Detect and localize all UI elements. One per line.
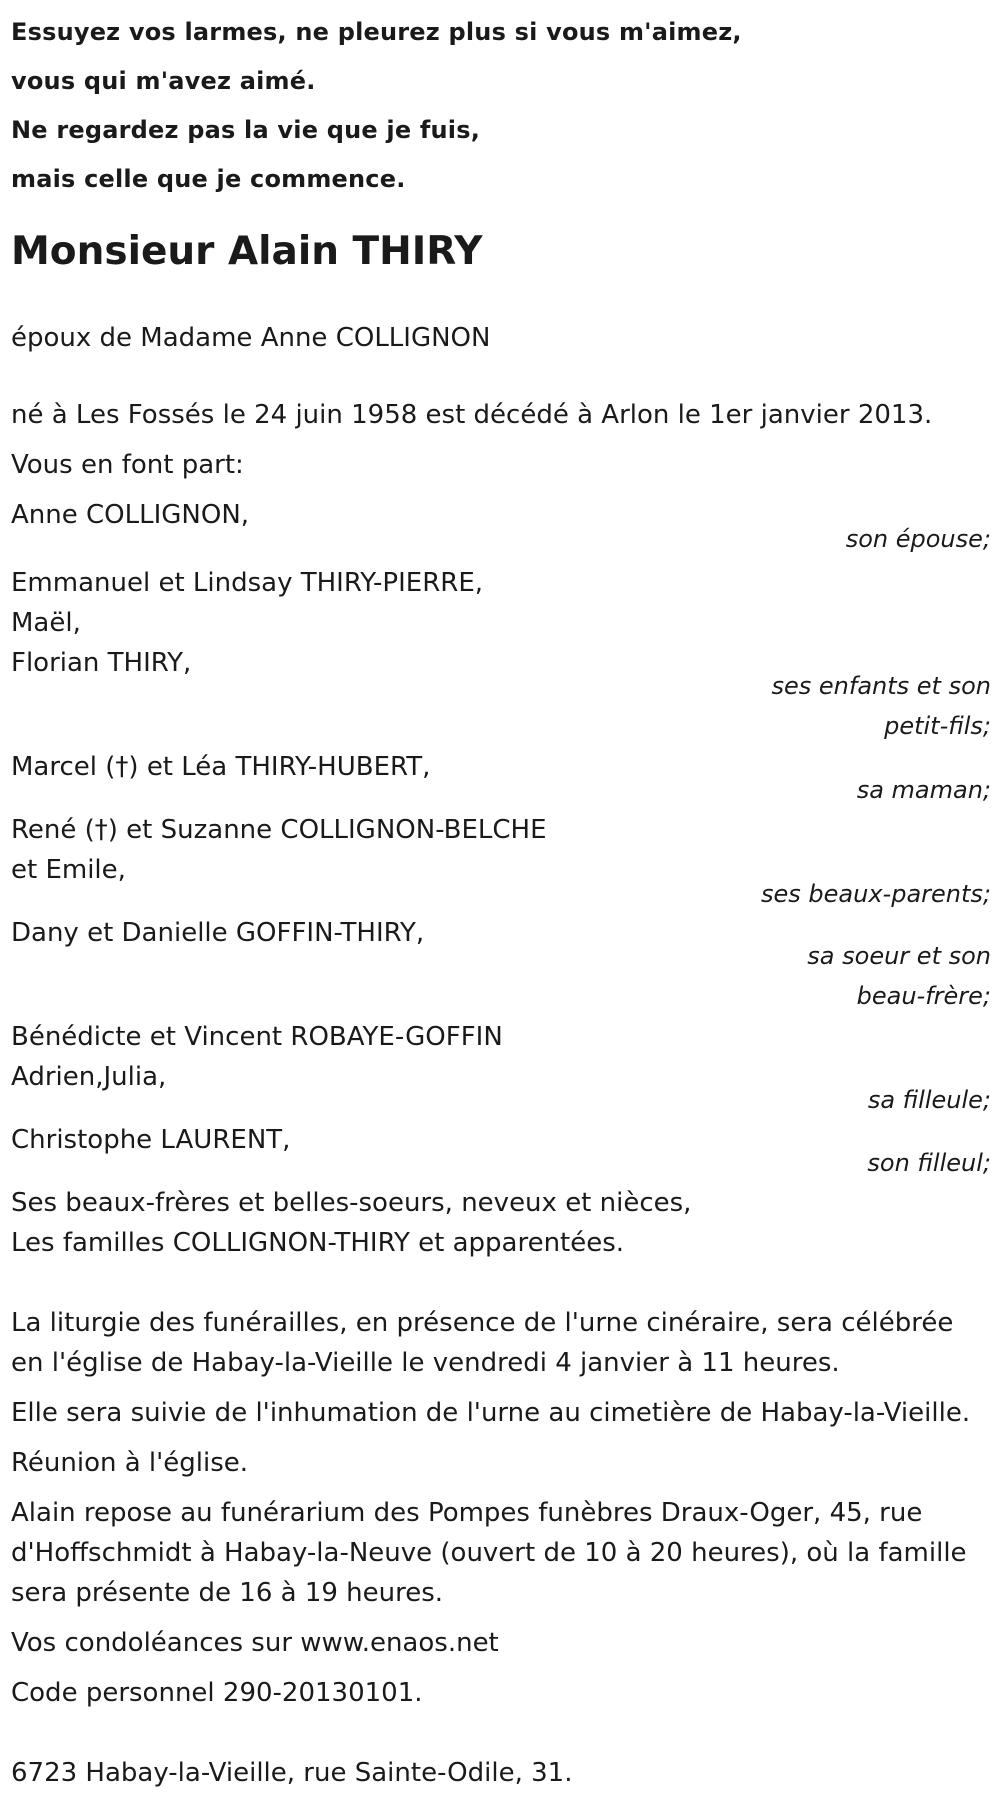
family-relation: ses beaux-parents; <box>761 880 991 908</box>
address-line: 6723 Habay-la-Vieille, rue Sainte-Odile, 31. <box>11 1758 573 1788</box>
funeral-home-line: Alain repose au funérarium des Pompes funèbres Draux-Oger, 45, rue <box>11 1498 923 1528</box>
personal-code: Code personnel 290-20130101. <box>11 1678 423 1708</box>
poem-line: vous qui m'avez aimé. <box>11 67 316 95</box>
family-member: Bénédicte et Vincent ROBAYE-GOFFIN <box>11 1022 503 1052</box>
meeting-line: Réunion à l'église. <box>11 1448 249 1478</box>
family-member: Marcel (†) et Léa THIRY-HUBERT, <box>11 752 431 782</box>
family-member: René (†) et Suzanne COLLIGNON-BELCHE <box>11 815 547 845</box>
funeral-home-line: sera présente de 16 à 19 heures. <box>11 1578 444 1608</box>
deceased-name: Monsieur Alain THIRY <box>11 229 483 274</box>
family-member: Florian THIRY, <box>11 648 192 678</box>
spouse-line: époux de Madame Anne COLLIGNON <box>11 323 491 353</box>
poem-line: Ne regardez pas la vie que je fuis, <box>11 116 481 144</box>
family-relation: sa maman; <box>856 776 991 804</box>
family-relation: beau-frère; <box>856 982 991 1010</box>
family-relation: petit-fils; <box>884 712 991 740</box>
poem-line: Essuyez vos larmes, ne pleurez plus si vous m'aimez, <box>11 18 742 46</box>
family-member: Christophe LAURENT, <box>11 1125 291 1155</box>
family-relation: ses enfants et son <box>771 672 991 700</box>
family-member: Anne COLLIGNON, <box>11 500 250 530</box>
poem-line: mais celle que je commence. <box>11 165 406 193</box>
funeral-home-line: d'Hoffschmidt à Habay-la-Neuve (ouvert de 10 à 20 heures), où la famille <box>11 1538 967 1568</box>
announce-intro: Vous en font part: <box>11 450 244 480</box>
extended-family-line: Les familles COLLIGNON-THIRY et apparentées. <box>11 1228 625 1258</box>
family-relation: sa filleule; <box>867 1086 991 1114</box>
family-member: Adrien,Julia, <box>11 1062 167 1092</box>
family-member: Dany et Danielle GOFFIN-THIRY, <box>11 918 425 948</box>
poem <box>11 8 742 204</box>
burial-line: Elle sera suivie de l'inhumation de l'urne au cimetière de Habay-la-Vieille. <box>11 1398 971 1428</box>
family-relation: son filleul; <box>867 1149 991 1177</box>
condolences-line: Vos condoléances sur www.enaos.net <box>11 1628 499 1658</box>
family-member: Emmanuel et Lindsay THIRY-PIERRE, <box>11 568 484 598</box>
family-relation: sa soeur et son <box>807 942 991 970</box>
family-member: Maël, <box>11 608 81 638</box>
life-line: né à Les Fossés le 24 juin 1958 est décédé à Arlon le 1er janvier 2013. <box>11 400 933 430</box>
family-relation: son épouse; <box>845 525 991 553</box>
liturgy-line: en l'église de Habay-la-Vieille le vendredi 4 janvier à 11 heures. <box>11 1348 840 1378</box>
extended-family-line: Ses beaux-frères et belles-soeurs, neveux et nièces, <box>11 1188 692 1218</box>
family-member: et Emile, <box>11 855 126 885</box>
liturgy-line: La liturgie des funérailles, en présence de l'urne cinéraire, sera célébrée <box>11 1308 954 1338</box>
